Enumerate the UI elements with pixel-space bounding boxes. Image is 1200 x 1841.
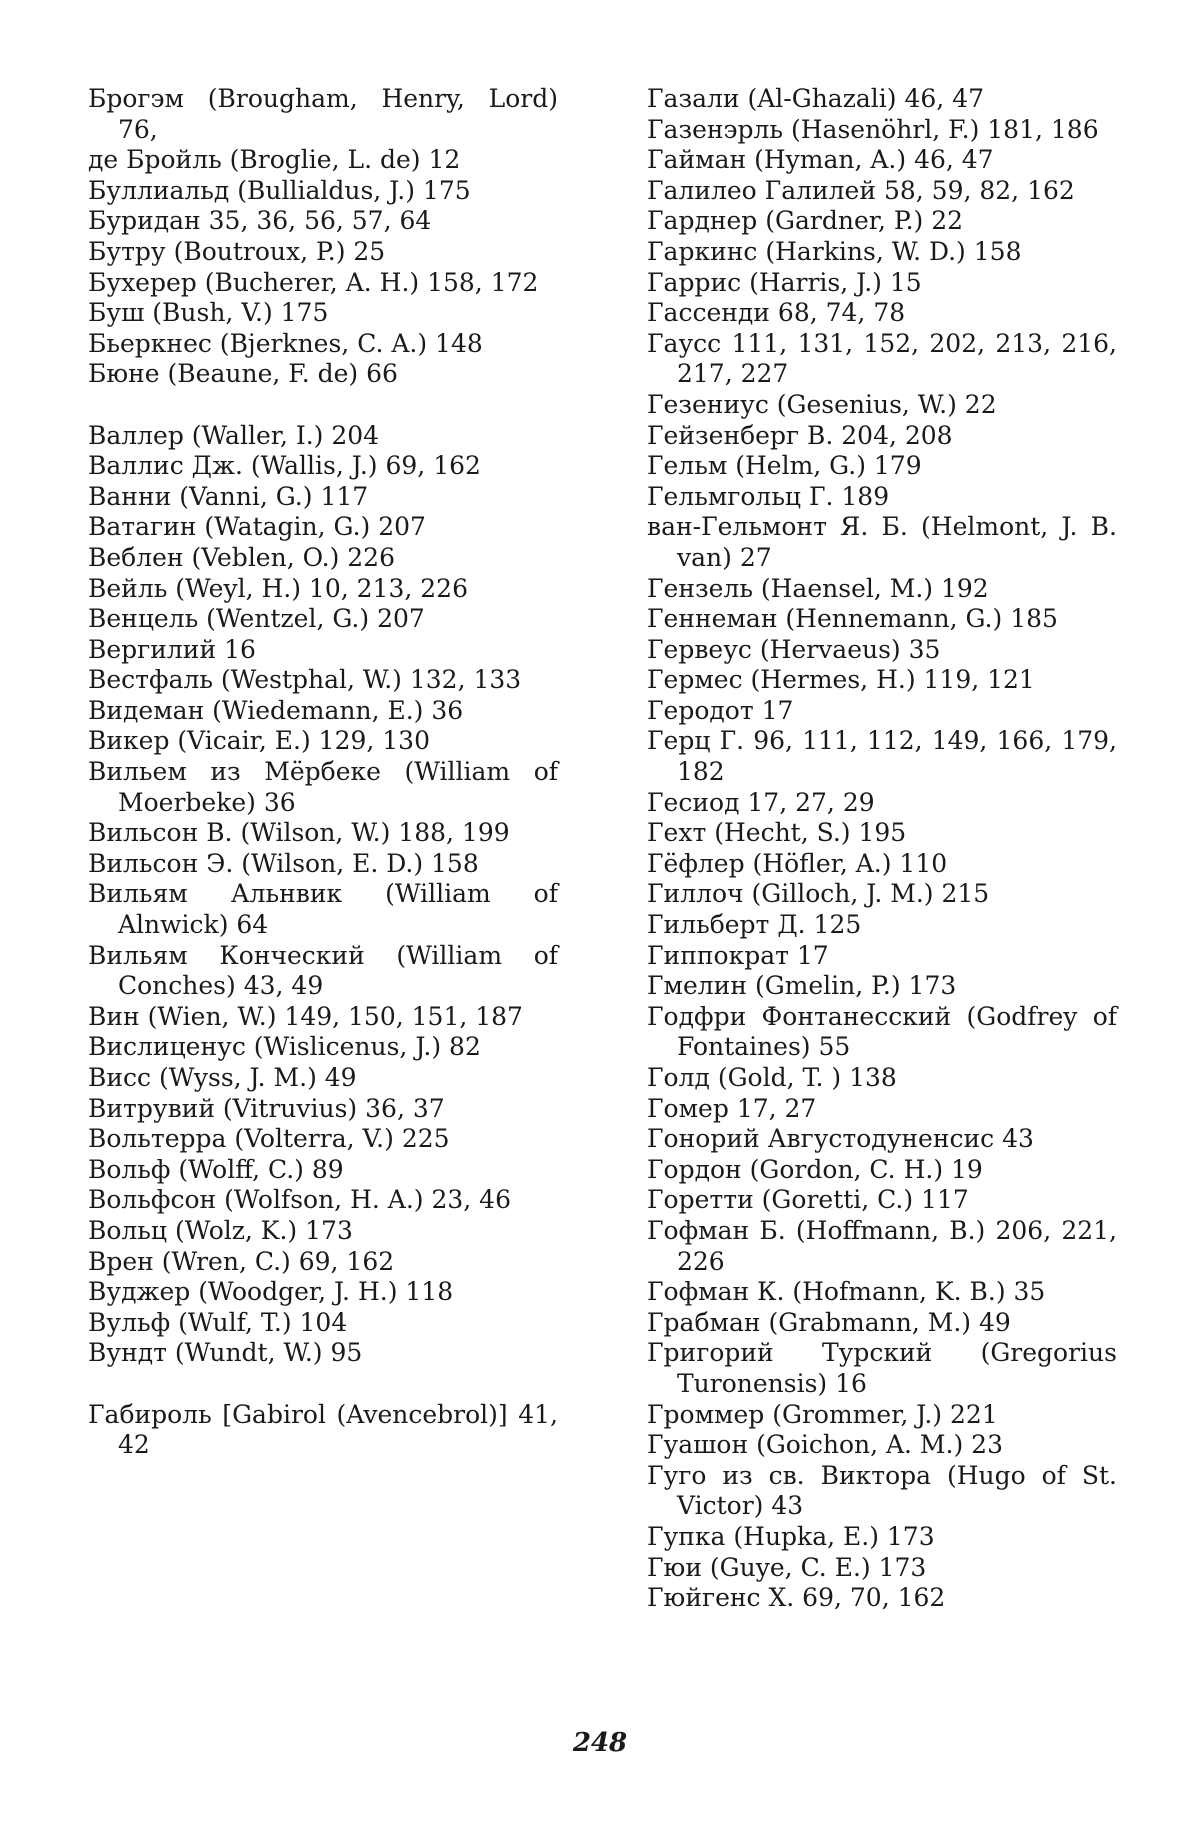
- index-entry: де Бройль (Broglie, L. de) 12: [88, 145, 461, 175]
- index-entry: Вильям Конческий (William of Conches) 43, 49: [88, 940, 558, 1001]
- index-group-v: [88, 421, 558, 1369]
- index-entry: Григорий Турский (Gregorius Turonensis) 16: [647, 1338, 1117, 1398]
- index-entry: Вестфаль (Westphal, W.) 132, 133: [88, 665, 522, 695]
- index-entry: Вейль (Weyl, H.) 10, 213, 226: [88, 573, 468, 603]
- index-entry: Гильберт Д. 125: [647, 910, 862, 940]
- index-entry: Валлер (Waller, I.) 204: [88, 420, 380, 450]
- index-entry: Буш (Bush, V.) 175: [88, 298, 329, 328]
- index-entry: Вильсон Э. (Wilson, E. D.) 158: [88, 848, 479, 878]
- index-group-g-continued: [647, 84, 1117, 1614]
- index-entry: Гесиод 17, 27, 29: [647, 787, 875, 817]
- index-entry: Геродот 17: [647, 695, 794, 725]
- index-entry: Гюйгенс X. 69, 70, 162: [647, 1583, 946, 1613]
- index-entry: Врен (Wren, C.) 69, 162: [88, 1246, 395, 1276]
- group-spacer: [88, 1369, 558, 1400]
- index-entry: Гиллоч (Gilloch, J. M.) 215: [647, 879, 990, 909]
- index-entry: Габироль [Gabirol (Avencebrol)] 41, 42: [88, 1399, 558, 1460]
- index-entry: Вульф (Wulf, T.) 104: [88, 1307, 348, 1337]
- index-entry: Гмелин (Gmelin, P.) 173: [647, 971, 957, 1001]
- index-group-g: [88, 1400, 558, 1461]
- index-entry: Витрувий (Vitruvius) 36, 37: [88, 1093, 445, 1123]
- index-entry: Горетти (Goretti, C.) 117: [647, 1185, 969, 1215]
- index-entry: Вольф (Wolff, C.) 89: [88, 1154, 344, 1184]
- index-entry: Газали (Al-Ghazali) 46, 47: [647, 84, 984, 113]
- index-entry: Гарднер (Gardner, P.) 22: [647, 206, 964, 236]
- index-entry: Гассенди 68, 74, 78: [647, 298, 906, 328]
- index-entry: Гордон (Gordon, C. H.) 19: [647, 1154, 983, 1184]
- index-entry: Гонорий Августодуненсис 43: [647, 1124, 1034, 1154]
- index-entry: Гофман К. (Hofmann, K. B.) 35: [647, 1277, 1046, 1307]
- index-entry: Вильям Альнвик (William of Alnwick) 64: [88, 879, 558, 940]
- index-entry: Вислиценус (Wislicenus, J.) 82: [88, 1032, 481, 1062]
- index-entry: Голд (Gold, T. ) 138: [647, 1063, 897, 1092]
- index-entry: Ватагин (Watagin, G.) 207: [88, 512, 426, 542]
- index-entry: Вуджер (Woodger, J. H.) 118: [88, 1277, 454, 1307]
- index-entry: Ванни (Vanni, G.) 117: [88, 481, 369, 511]
- index-entry: Гаркинс (Harkins, W. D.) 158: [647, 236, 1022, 266]
- index-entry: Висс (Wyss, J. M.) 49: [88, 1063, 357, 1092]
- index-entry: Гезениус (Gesenius, W.) 22: [647, 389, 997, 419]
- index-entry: Вергилий 16: [88, 634, 256, 664]
- index-column-left: [88, 84, 558, 1461]
- index-entry: Брогэм (Brougham, Henry, Lord) 76,: [88, 84, 558, 144]
- index-entry: Вольтерра (Volterra, V.) 225: [88, 1124, 450, 1154]
- index-entry: Громмер (Grommer, J.) 221: [647, 1399, 998, 1429]
- index-entry: Гайман (Hyman, A.) 46, 47: [647, 145, 994, 175]
- index-entry: Вольфсон (Wolfson, H. A.) 23, 46: [88, 1185, 511, 1215]
- index-entry: Гехт (Hecht, S.) 195: [647, 818, 907, 848]
- index-entry: Гермес (Hermes, H.) 119, 121: [647, 665, 1035, 695]
- index-entry: Гупка (Hupka, E.) 173: [647, 1521, 935, 1551]
- index-entry: ван-Гельмонт Я. Б. (Helmont, J. B. van) 27: [647, 512, 1117, 572]
- index-entry: Вин (Wien, W.) 149, 150, 151, 187: [88, 1001, 523, 1031]
- index-entry: Грабман (Grabmann, M.) 49: [647, 1307, 1011, 1337]
- index-entry: Вольц (Wolz, K.) 173: [88, 1215, 353, 1245]
- index-entry: Бутру (Boutroux, P.) 25: [88, 236, 386, 266]
- index-entry: Геннеман (Hennemann, G.) 185: [647, 604, 1058, 634]
- group-spacer: [88, 390, 558, 421]
- index-entry: Веблен (Veblen, O.) 226: [88, 542, 395, 572]
- index-entry: Гензель (Haensel, M.) 192: [647, 573, 989, 603]
- index-entry: Вильсон В. (Wilson, W.) 188, 199: [88, 818, 510, 848]
- index-entry: Гуашон (Goichon, A. M.) 23: [647, 1430, 1003, 1460]
- index-group-b: [88, 84, 558, 390]
- index-entry: Бухерер (Bucherer, A. H.) 158, 172: [88, 267, 539, 297]
- index-entry: Гомер 17, 27: [647, 1093, 817, 1123]
- index-column-right: [647, 84, 1117, 1614]
- index-entry: Венцель (Wentzel, G.) 207: [88, 604, 425, 634]
- index-entry: Гуго из св. Виктора (Hugo of St. Victor) 43: [647, 1460, 1117, 1521]
- index-entry: Видеман (Wiedemann, E.) 36: [88, 695, 464, 725]
- index-entry: Бьеркнес (Bjerknes, C. A.) 148: [88, 328, 483, 358]
- index-entry: Викер (Vicair, E.) 129, 130: [88, 726, 430, 756]
- index-entry: Гюи (Guye, C. E.) 173: [647, 1552, 927, 1582]
- index-entry: Гельмгольц Г. 189: [647, 481, 890, 511]
- index-entry: Гёфлер (Höfler, A.) 110: [647, 848, 948, 878]
- index-entry: Бюне (Beaune, F. de) 66: [88, 359, 398, 389]
- index-entry: Гиппократ 17: [647, 940, 829, 970]
- index-entry: Валлис Дж. (Wallis, J.) 69, 162: [88, 451, 481, 481]
- index-entry: Гаррис (Harris, J.) 15: [647, 267, 922, 297]
- index-entry: Годфри Фонтанесский (Godfrey of Fontaines) 55: [647, 1001, 1117, 1062]
- index-entry: Вундт (Wundt, W.) 95: [88, 1338, 363, 1368]
- index-entry: Гельм (Helm, G.) 179: [647, 451, 922, 481]
- index-entry: Буридан 35, 36, 56, 57, 64: [88, 206, 432, 236]
- index-entry: Гаусс 111, 131, 152, 202, 213, 216, 217, 227: [647, 328, 1117, 389]
- page-number: 248: [572, 1728, 628, 1758]
- index-entry: Гервеус (Hervaeus) 35: [647, 634, 941, 664]
- index-entry: Гофман Б. (Hoffmann, B.) 206, 221, 226: [647, 1215, 1117, 1276]
- index-entry: Газенэрль (Hasenöhrl, F.) 181, 186: [647, 114, 1099, 144]
- index-entry: Гейзенберг В. 204, 208: [647, 420, 953, 450]
- index-entry: Буллиальд (Bullialdus, J.) 175: [88, 175, 471, 205]
- index-entry: Герц Г. 96, 111, 112, 149, 166, 179, 182: [647, 726, 1117, 787]
- index-entry: Галилео Галилей 58, 59, 82, 162: [647, 175, 1075, 205]
- index-entry: Вильем из Мёрбеке (William of Moerbeke) 36: [88, 757, 558, 817]
